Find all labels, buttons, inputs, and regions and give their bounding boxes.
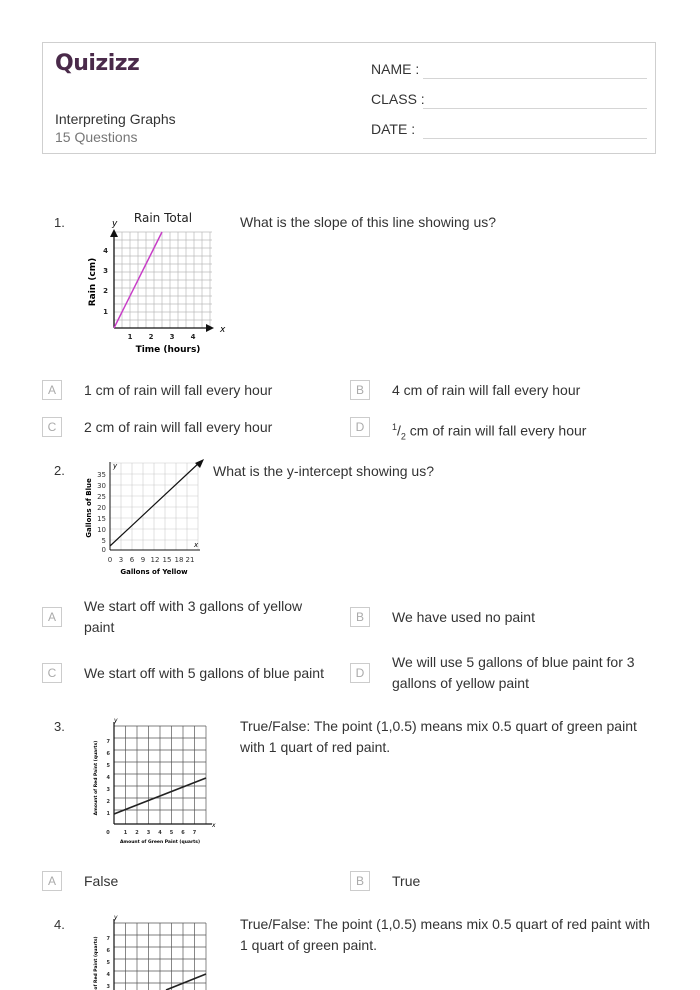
q2-option-d-text[interactable]: We will use 5 gallons of blue paint for 3 gallons of yellow paint xyxy=(392,654,635,691)
graph-2-ytick: 25 xyxy=(97,493,106,501)
graph-3-xtick: 2 xyxy=(135,830,139,836)
graph-2-ytick: 35 xyxy=(97,471,106,479)
q1-option-a-text[interactable]: 1 cm of rain will fall every hour xyxy=(84,382,273,398)
graph-1-xtick: 4 xyxy=(190,333,196,341)
graph-1-title: Rain Total xyxy=(133,211,193,225)
graph-3-xlabel: Amount of Green Paint (quarts) xyxy=(119,840,201,845)
q1-option-d-text[interactable]: $^1/_2$ cm of rain will fall every hour xyxy=(392,422,587,442)
graph-3-xtick: 7 xyxy=(192,830,197,836)
graph-3-ytick: 5 xyxy=(106,763,110,769)
graph-3-xtick: 3 xyxy=(146,830,151,836)
graph-2-y-axis: y xyxy=(113,462,118,470)
graph-4-ytick: 4 xyxy=(106,972,110,978)
q3-option-a-text[interactable]: False xyxy=(84,873,119,889)
graph-3-ytick: 2 xyxy=(106,799,110,805)
graph-3-x-axis: x xyxy=(212,822,216,829)
date-label: DATE : xyxy=(371,121,416,137)
q1-option-b-letter[interactable]: B xyxy=(350,380,370,400)
graph-1-ytick: 4 xyxy=(103,247,108,255)
q1-option-d-letter[interactable]: D xyxy=(350,417,370,437)
graph-2-xtick: 21 xyxy=(185,556,195,564)
graph-2-xtick: 0 xyxy=(107,556,113,564)
name-label: NAME : xyxy=(371,61,420,77)
graph-3-y-axis: y xyxy=(114,717,118,724)
q1-option-d-body: cm of rain will fall every hour xyxy=(405,422,587,439)
graph-1-xtick: 3 xyxy=(169,333,175,341)
q2-option-c-text[interactable]: We start off with 5 gallons of blue paint xyxy=(84,665,324,681)
graph-4-ylabel: of Red Paint (quarts) xyxy=(94,936,99,990)
graph-2-xtick: 15 xyxy=(162,556,172,564)
graph-1-ylabel: Rain (cm) xyxy=(88,257,98,307)
graph-3-ytick: 7 xyxy=(106,739,110,745)
question-4-number: 4. xyxy=(54,917,65,932)
q2-option-a-text[interactable]: We start off with 3 gallons of yellow paint xyxy=(84,598,303,635)
q2-option-d-letter[interactable]: D xyxy=(350,663,370,683)
q3-option-b-text[interactable]: True xyxy=(392,873,421,889)
question-3-graph xyxy=(88,716,223,850)
graph-2-x-axis: x xyxy=(194,541,199,549)
graph-2-ytick: 20 xyxy=(97,504,106,512)
quizizz-logo: Quizizz xyxy=(55,51,140,76)
q3-option-b-letter[interactable]: B xyxy=(350,871,370,891)
question-1-graph xyxy=(80,208,230,358)
question-1-text: What is the slope of this line showing us? xyxy=(240,214,497,230)
graph-2-ytick: 0 xyxy=(101,546,106,554)
graph-2-xtick: 6 xyxy=(129,556,135,564)
graph-3-ytick: 1 xyxy=(106,811,110,817)
question-2-text: What is the y-intercept showing us? xyxy=(213,463,434,479)
graph-3-ylabel: Amount of Red Paint (quarts) xyxy=(94,740,99,816)
graph-1-y-axis: y xyxy=(112,219,118,229)
graph-4-ytick: 6 xyxy=(106,948,110,954)
graph-1-ytick: 3 xyxy=(103,267,108,275)
fraction-numerator: 1 xyxy=(392,422,398,432)
class-label: CLASS : xyxy=(371,91,425,107)
name-line xyxy=(423,78,647,79)
q1-option-b-text[interactable]: 4 cm of rain will fall every hour xyxy=(392,382,581,398)
graph-1-ytick: 1 xyxy=(103,308,108,316)
graph-1-xtick: 2 xyxy=(148,333,154,341)
graph-1-xtick: 1 xyxy=(127,333,133,341)
graph-2-ylabel: Gallons of Blue xyxy=(85,478,93,538)
graph-4-line xyxy=(166,974,206,990)
graph-4-ytick: 3 xyxy=(106,984,110,990)
q2-option-b-text[interactable]: We have used no paint xyxy=(392,609,535,625)
graph-3-xtick: 5 xyxy=(169,830,174,836)
question-2-graph xyxy=(80,458,210,580)
graph-2-xtick: 3 xyxy=(118,556,124,564)
question-3-text: True/False: The point (1,0.5) means mix 0.5 quart of green paint with 1 quart of red paint. xyxy=(240,718,637,755)
worksheet-header xyxy=(42,42,656,154)
graph-2-ytick: 30 xyxy=(97,482,106,490)
q2-option-c-letter[interactable]: C xyxy=(42,663,62,683)
graph-3-ytick: 6 xyxy=(106,751,110,757)
class-line xyxy=(423,108,647,109)
graph-3-xtick: 6 xyxy=(181,830,185,836)
graph-3-origin: 0 xyxy=(106,830,110,836)
graph-3-xtick: 1 xyxy=(123,830,128,836)
question-2-number: 2. xyxy=(54,463,65,478)
worksheet-title: Interpreting Graphs xyxy=(55,111,176,127)
q2-option-a-letter[interactable]: A xyxy=(42,607,62,627)
graph-2-ytick: 5 xyxy=(101,537,106,545)
graph-2-xtick: 9 xyxy=(140,556,146,564)
graph-3-xtick: 4 xyxy=(158,830,162,836)
q1-option-c-text[interactable]: 2 cm of rain will fall every hour xyxy=(84,419,273,435)
q1-option-c-letter[interactable]: C xyxy=(42,417,62,437)
graph-1-x-axis: x xyxy=(220,325,226,335)
graph-2-ytick: 10 xyxy=(97,526,106,534)
date-line xyxy=(423,138,647,139)
q2-option-b-letter[interactable]: B xyxy=(350,607,370,627)
question-4-graph xyxy=(88,913,223,990)
graph-2-xlabel: Gallons of Yellow xyxy=(120,568,188,576)
graph-4-ytick: 7 xyxy=(106,936,110,942)
graph-1-ytick: 2 xyxy=(103,287,108,295)
fraction-denominator: 2 xyxy=(400,431,406,442)
graph-2-line xyxy=(110,462,200,546)
q3-option-a-letter[interactable]: A xyxy=(42,871,62,891)
question-3-number: 3. xyxy=(54,719,65,734)
graph-3-ytick: 4 xyxy=(106,775,110,781)
graph-2-ytick: 15 xyxy=(97,515,106,523)
graph-1-xlabel: Time (hours) xyxy=(135,345,201,355)
graph-3-ytick: 3 xyxy=(106,787,110,793)
graph-2-xtick: 12 xyxy=(150,556,160,564)
graph-4-ytick: 5 xyxy=(106,960,110,966)
question-1-number: 1. xyxy=(54,215,65,230)
q1-option-a-letter[interactable]: A xyxy=(42,380,62,400)
graph-4-y-axis: y xyxy=(114,914,118,921)
question-count: 15 Questions xyxy=(55,129,138,145)
graph-2-xtick: 18 xyxy=(174,556,184,564)
question-4-text: True/False: The point (1,0.5) means mix 0.5 quart of red paint with 1 quart of green paint. xyxy=(240,916,651,953)
